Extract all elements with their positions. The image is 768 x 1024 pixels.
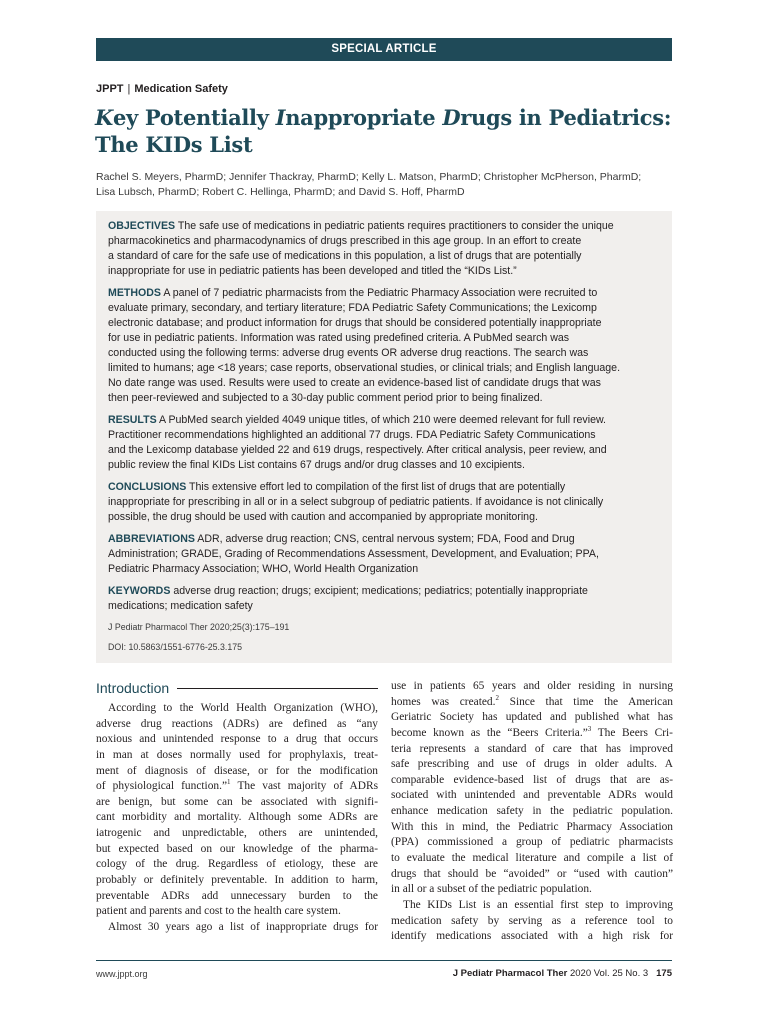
body-line: According to the World Health Organization (WHO), [108, 702, 378, 714]
abstract-conclusions [108, 480, 660, 525]
methods-label: METHODS [108, 287, 161, 299]
keywords-label: KEYWORDS [108, 585, 171, 597]
body-line: teria represents a standard of care that has improved [391, 742, 673, 755]
author-line: Rachel S. Meyers, PharmD; Jennifer Thackray, PharmD; Kelly L. Matson, PharmD; Christopher McPherson, PharmD; [96, 171, 642, 183]
abstract-text: electronic database; and product information for drugs that should be considered potentially inappropriate [108, 317, 602, 329]
body-line: cant morbidity and mortality. Although some ADRs are [96, 811, 378, 824]
body-line: but expected based on our knowledge of the pharma- [96, 842, 378, 855]
footer-journal: J Pediatr Pharmacol Ther [452, 968, 568, 979]
citation: J Pediatr Pharmacol Ther 2020;25(3):175–191 [108, 622, 290, 632]
body-line: With this in mind, the Pediatric Pharmacy Association [391, 820, 673, 833]
title-text-a: ey Potentially [112, 105, 276, 130]
author-list [96, 170, 676, 200]
title-text-c: rugs in Pediatrics: [460, 105, 672, 130]
abstract-text: adverse drug reaction; drugs; excipient; medications; pediatrics; potentially inappropriate [173, 585, 588, 597]
title-initial-k: K [95, 105, 113, 130]
abstract-text: then peer-reviewed and subjected to a 30-day public comment period prior to being finalized. [108, 392, 543, 404]
body-text: homes was created. [391, 695, 496, 708]
body-line: adverse drug reactions (ADRs) are defined as “any [96, 717, 378, 730]
body-line: ment of diagnosis of disease, or for the modification [96, 764, 378, 777]
abstract-results [108, 413, 660, 473]
abstract-text: inappropriate for use in pediatric patients has been developed and titled the “KIDs List.” [108, 265, 517, 277]
abstract-text: pharmacokinetics and pharmacodynamics of drugs prescribed in this age group. In an effort to create [108, 235, 582, 247]
footer-journal-info [453, 968, 672, 979]
body-line: are benign, but some can be associated with signifi- [96, 795, 378, 808]
article-title [95, 104, 675, 158]
body-line: sociated with unintended and preventable ADRs would [391, 789, 673, 802]
conclusions-label: CONCLUSIONS [108, 481, 187, 493]
intro-paragraph-3 [391, 898, 673, 945]
reference-mark[interactable]: 1 [227, 779, 231, 787]
article-type-banner: SPECIAL ARTICLE [96, 38, 672, 61]
body-line: probably or definitely preventable. In addition to harm, [96, 874, 378, 887]
intro-paragraph-1 [96, 701, 378, 920]
body-line: in all or a subset of the pediatric population. [391, 883, 592, 896]
section-name: Medication Safety [134, 83, 228, 95]
body-line: noxious and unintended response to a drug that occurs [96, 733, 378, 746]
body-line [391, 695, 673, 711]
introduction-heading [96, 679, 378, 698]
body-line: in man at doses normally used for prophylaxis, treat- [96, 748, 378, 761]
reference-mark[interactable]: 3 [587, 725, 592, 734]
body-line: use in patients 65 years and older residing in nursing [391, 680, 673, 692]
title-line-2: The KIDs List [95, 132, 253, 157]
intro-paragraph-2-cont [391, 679, 673, 898]
body-line: comparable evidence-based list of drugs that are as- [391, 773, 673, 786]
abstract-text: This extensive effort led to compilation of the first list of drugs that are potentially [189, 481, 566, 493]
body-line [96, 779, 378, 795]
author-line: Lisa Lubsch, PharmD; Robert C. Hellinga, PharmD; and David S. Hoff, PharmD [96, 186, 465, 198]
footer-rule [96, 960, 672, 961]
abstract-text: Practitioner recommendations highlighted an additional 77 drugs. FDA Pediatric Safety Communications [108, 429, 596, 441]
abstract-text: public review the final KIDs List contains 67 drugs and/or drug classes and 10 excipients. [108, 459, 525, 471]
abstract-text: No date range was used. Results were used to create an evidence-based list of candidate drugs that was [108, 377, 601, 389]
body-line: to evaluate the medical literature and compile a list of [391, 852, 673, 865]
abstract-methods [108, 286, 660, 406]
title-initial-i: I [275, 105, 286, 130]
abstract-text: Administration; GRADE, Grading of Recommendations Assessment, Development, and Evaluation; PPA, [108, 548, 599, 560]
abstract-text: inappropriate for prescribing in all or in a select subgroup of pediatric patients. If avoidance is not clinically [108, 496, 604, 508]
abbreviations-label: ABBREVIATIONS [108, 533, 195, 545]
abstract-text: a standard of care for the safe use of medications in this population, a list of drugs that are potentially [108, 250, 582, 262]
body-line: enhance medication safety in the pediatric population. [391, 805, 673, 818]
heading-rule [177, 688, 378, 689]
body-line: preventable ADRs add unnecessary burden to the [96, 889, 378, 902]
title-text-b: nappropriate [285, 105, 443, 130]
abstract-text: The safe use of medications in pediatric patients requires practitioners to consider the unique [177, 220, 614, 232]
body-text: The vast majority of ADRs [230, 780, 378, 793]
intro-paragraph-2 [96, 920, 378, 936]
body-line: safe prescribing and use of drugs in older adults. A [391, 758, 673, 771]
footer-issue: 2020 Vol. 25 No. 3 [567, 968, 649, 979]
section-heading-text: Introduction [96, 679, 170, 696]
body-line: cology of the drug. Regardless of etiology, these are [96, 858, 378, 871]
body-column-right [391, 679, 673, 945]
journal-section-kicker [96, 83, 228, 95]
abstract-text: possible, the drug should be used with caution and accompanied by appropriate monitoring. [108, 511, 538, 523]
body-text: of physiological function.” [96, 780, 228, 793]
abstract-keywords [108, 584, 660, 614]
abstract-text: medications; medication safety [108, 600, 253, 612]
body-column-left [96, 679, 378, 936]
abstract-objectives [108, 219, 660, 279]
doi: DOI: 10.5863/1551-6776-25.3.175 [108, 642, 243, 652]
page-number: 175 [656, 968, 672, 979]
body-line: identify medications associated with a high risk for [391, 930, 673, 943]
body-line: patient and parents and cost to the health care system. [96, 905, 341, 918]
reference-mark[interactable]: 2 [495, 694, 499, 702]
abstract-text: A panel of 7 pediatric pharmacists from the Pediatric Pharmacy Association were recruited to [163, 287, 598, 299]
abstract-text: conducted using the following terms: adverse drug events OR adverse drug reactions. The search was [108, 347, 589, 359]
body-line [391, 726, 673, 742]
body-text: The Beers Cri- [591, 726, 673, 739]
abstract-abbreviations [108, 532, 660, 577]
body-text: become known as the “Beers Criteria.” [391, 726, 588, 739]
kicker-separator: | [127, 83, 131, 95]
footer-url[interactable]: www.jppt.org [96, 969, 148, 979]
body-line: Almost 30 years ago a list of inappropriate drugs for [108, 920, 378, 933]
results-label: RESULTS [108, 414, 157, 426]
body-line: iatrogenic and unpredictable, others are unintended, [96, 827, 378, 840]
body-line: Geriatric Society has updated and published what has [391, 711, 673, 724]
objectives-label: OBJECTIVES [108, 220, 176, 232]
title-line-1 [95, 105, 671, 130]
abstract-text: limited to humans; age <18 years; case reports, observational studies, or clinical trials; and English language. [108, 362, 621, 374]
title-initial-d: D [442, 105, 461, 130]
abstract-text: ADR, adverse drug reaction; CNS, central nervous system; FDA, Food and Drug [197, 533, 575, 545]
body-text: Since that time the American [498, 695, 673, 708]
abstract-box [96, 211, 672, 663]
abstract-text: evaluate primary, secondary, and tertiary literature; FDA Pediatric Safety Communications; the Lexicomp [108, 302, 597, 314]
abstract-text: Pediatric Pharmacy Association; WHO, World Health Organization [108, 563, 419, 575]
body-line: (PPA) commissioned a group of pediatric pharmacists [391, 836, 673, 849]
abstract-text: for use in pediatric patients. Information was rated using predefined criteria. A PubMed search was [108, 332, 570, 344]
abstract-text: and the Lexicomp database yielded 22 and 619 drugs, respectively. After critical analysis, peer review, and [108, 444, 607, 456]
body-line: drugs that should be “avoided” or “used with caution” [391, 867, 673, 880]
journal-abbrev: JPPT [96, 83, 124, 95]
abstract-text: A PubMed search yielded 4049 unique titles, of which 210 were deemed relevant for full review. [159, 414, 606, 426]
body-line: The KIDs List is an essential first step to improving [403, 898, 673, 911]
body-line: medication safety by serving as a reference tool to [391, 914, 673, 927]
